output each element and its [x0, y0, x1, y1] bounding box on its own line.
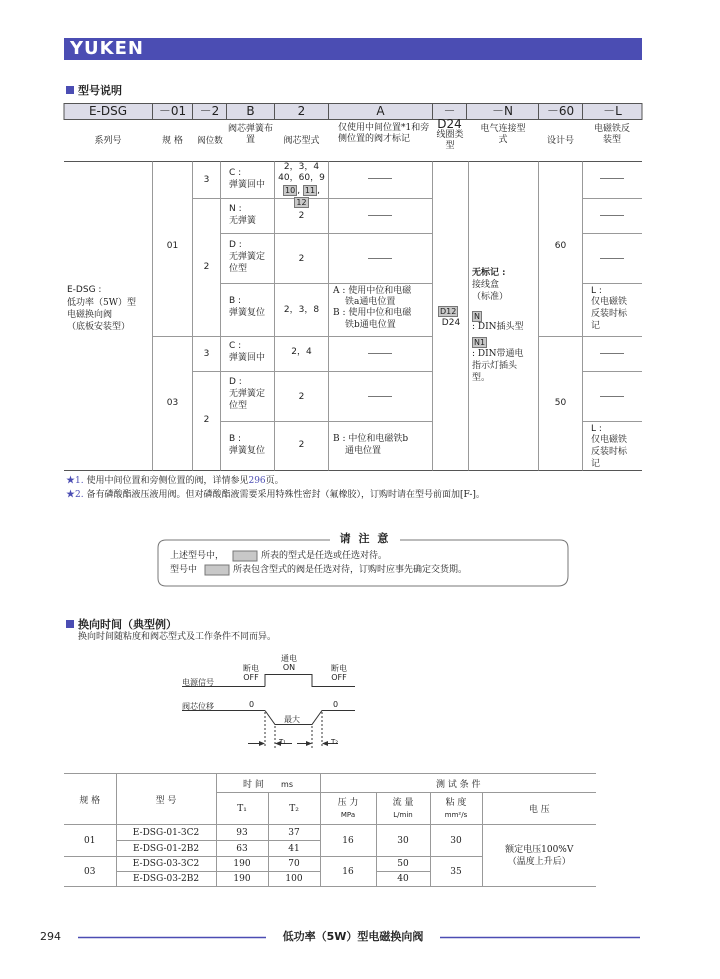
notice-line-1a: 上述型号中，: [170, 551, 225, 561]
spool-r5: 2，4: [291, 347, 312, 357]
spool-r4: 2，3，8: [283, 305, 320, 315]
footer-title: 低功率（5W）型电磁换向阀: [282, 930, 424, 943]
spring-b1-code: B :: [229, 296, 242, 306]
code-electrical: －N: [492, 104, 513, 118]
cell-model: E-DSG-03-2B2: [116, 872, 216, 887]
coil-d12-badge: D12: [440, 307, 457, 316]
design-60: 60: [554, 241, 567, 251]
notice-title: 请 注 意: [339, 532, 391, 545]
spool-r1-line1: 2，3，4: [283, 162, 320, 172]
note-2-star: ★2.: [66, 490, 84, 500]
cell-t2: 41: [268, 841, 320, 857]
spool-option-11: 11: [304, 186, 316, 195]
elec-none-1: 接线盒: [472, 280, 500, 290]
spring-c1-text: 弹簧回中: [229, 180, 266, 190]
spool-r2: 2: [298, 211, 305, 221]
cell-t2: 70: [268, 857, 320, 872]
elec-n1-badge: N1: [474, 338, 486, 347]
size-01: 01: [166, 241, 179, 251]
positions-3a: 3: [203, 175, 210, 185]
label-positions: 阀位数: [197, 136, 223, 146]
label-spring: 阀芯弹簧布置: [228, 124, 274, 145]
mark-a-line1: A : 使用中位和电磁: [333, 286, 412, 296]
th-time-unit: ms: [281, 779, 293, 789]
label-mark: 仅使用中间位置*1和旁侧位置的阀才标记: [338, 123, 430, 144]
series-code: E-DSG :: [67, 285, 102, 295]
brand-logo: YUKEN: [70, 38, 144, 59]
label-spool: 阀芯型式: [283, 136, 320, 146]
timing-power-label: 电源信号: [182, 678, 214, 687]
code-spool: 2: [297, 104, 306, 118]
series-desc-1: 低功率（5W）型: [67, 298, 136, 308]
mark-b-line2: 铁b通电位置: [345, 320, 396, 330]
cell-t1: 63: [216, 841, 268, 857]
spool-option-12: 12: [296, 198, 307, 207]
reverse-l1-text1: 仅电磁铁: [591, 297, 628, 307]
spool-option-10: 10: [285, 186, 296, 195]
notice-line-1b: 所表的型式是任选或任选对待。: [261, 551, 388, 561]
elec-none-2: （标准）: [472, 292, 509, 302]
spring-d2-text2: 位型: [229, 401, 248, 411]
cell-voltage-2: （温度上升后）: [507, 856, 571, 867]
spring-c2-text: 弹簧回中: [229, 353, 266, 363]
mark-b2-line2: 通电位置: [345, 446, 382, 456]
th-flow-label: 流 量: [392, 797, 414, 808]
cell-model: E-DSG-01-2B2: [116, 841, 216, 857]
cell-pressure-01: 16: [320, 825, 376, 857]
note-1-page-link[interactable]: 296: [248, 476, 266, 486]
elec-n-badge: N: [474, 312, 480, 321]
spring-d1-text2: 位型: [229, 264, 248, 274]
spring-c2-code: C :: [229, 341, 242, 351]
section2-subtitle: 换向时间随粘度和阀芯型式及工作条件不同而异。: [78, 632, 277, 642]
spool-r1-line3: 10 , 11 , 12: [285, 186, 320, 207]
spring-n-text: 无弹簧: [229, 216, 257, 226]
cell-voltage-1: 额定电压100%V: [505, 844, 574, 855]
note-1-end: 页。: [265, 476, 284, 486]
spring-b2-code: B :: [229, 434, 242, 444]
spring-d1-code: D :: [229, 240, 242, 250]
elec-n1-text1: : DIN带通电: [472, 349, 524, 359]
cell-model: E-DSG-03-3C2: [116, 857, 216, 872]
spring-b1-text: 弹簧复位: [229, 308, 266, 318]
cell-t2: 100: [268, 872, 320, 887]
cell-model: E-DSG-01-3C2: [116, 825, 216, 841]
code-mark: A: [376, 104, 385, 118]
spring-d2-text1: 无弹簧定: [229, 389, 266, 399]
timing-max: 最大: [284, 715, 300, 724]
label-reverse: 电磁铁反装型: [593, 124, 630, 145]
timing-off1-cn: 断电: [243, 664, 259, 673]
timing-off1-en: OFF: [243, 673, 259, 682]
cell-size-01: 01: [64, 825, 116, 857]
th-viscosity-unit: mm²/s: [444, 810, 468, 819]
mark-a-line2: 铁a通电位置: [345, 297, 396, 307]
section-title-text: 型号说明: [78, 84, 122, 97]
code-size: －01: [158, 104, 187, 118]
code-spring: B: [246, 104, 255, 118]
code-reverse: －L: [603, 104, 622, 118]
spring-d2-code: D :: [229, 377, 242, 387]
mark-b-line1: B : 使用中位和电磁: [333, 308, 412, 318]
timing-on-en: ON: [282, 663, 296, 672]
positions-2b: 2: [203, 415, 210, 425]
cell-flow-01: 30: [376, 825, 430, 857]
code-series: E-DSG: [88, 104, 128, 118]
spool-r6: 2: [298, 392, 305, 402]
label-series: 系列号: [94, 136, 122, 146]
cell-viscosity-01: 30: [430, 825, 482, 857]
elec-n-text: : DIN插头型: [472, 322, 524, 332]
spring-n-code: N :: [229, 204, 242, 214]
th-pressure-label: 压 力: [337, 797, 359, 808]
timing-spool-label: 阀芯位移: [182, 702, 214, 711]
cell-viscosity-03: 35: [430, 857, 482, 887]
reverse-l1-text2: 反装时标: [591, 309, 628, 319]
cell-pressure-03: 16: [320, 857, 376, 887]
timing-zero-2: 0: [333, 700, 339, 709]
timing-off2-en: OFF: [331, 673, 347, 682]
timing-zero-1: 0: [249, 700, 255, 709]
series-desc-2: 电磁换向阀: [67, 310, 113, 320]
page-number: 294: [40, 930, 61, 943]
elec-none-label: 无标记 :: [472, 268, 506, 278]
reverse-l2-code: L :: [591, 424, 602, 434]
elec-n1-text3: 型。: [472, 373, 491, 383]
th-voltage: 电 压: [482, 793, 596, 825]
cell-t2: 37: [268, 825, 320, 841]
th-time-label: 时 间: [242, 779, 264, 790]
positions-3b: 3: [203, 349, 210, 359]
label-size: 规 格: [162, 136, 183, 146]
th-t1: T₁: [216, 793, 268, 825]
spring-b2-text: 弹簧复位: [229, 446, 266, 456]
label-electrical: 电气连接型式: [480, 124, 526, 145]
coil-d24: D24: [441, 318, 461, 328]
mark-b2-line1: B : 中位和电磁铁b: [333, 434, 409, 444]
note-1-text: 使用中间位置和旁侧位置的阀，详情参见: [86, 476, 249, 486]
reverse-l1-text3: 记: [591, 321, 601, 331]
design-50: 50: [554, 398, 567, 408]
note-2-text: 备有磷酸酯液压液用阀。但对磷酸酯液需要采用特殊性密封（氟橡胶），订购时请在型号前面加[F-]。: [86, 490, 485, 500]
timing-off2-cn: 断电: [331, 664, 347, 673]
th-conditions: 测 试 条 件: [320, 774, 596, 793]
size-03: 03: [166, 398, 179, 408]
cell-t1: 93: [216, 825, 268, 841]
code-design: －60: [546, 104, 575, 118]
th-viscosity-label: 粘 度: [445, 797, 467, 808]
section2-title-text: 换向时间（典型例）: [78, 618, 177, 631]
reverse-l2-text2: 反装时标: [591, 447, 628, 457]
th-pressure-unit: MPa: [340, 810, 356, 819]
th-flow-unit: L/min: [393, 810, 413, 819]
reverse-l2-text3: 记: [591, 459, 601, 469]
reverse-l2-text1: 仅电磁铁: [591, 435, 628, 445]
cell-t1: 190: [216, 872, 268, 887]
spool-r3: 2: [298, 254, 305, 264]
cell-size-03: 03: [64, 857, 116, 887]
th-size: 规 格: [64, 774, 116, 825]
timing-t1: T₁: [279, 738, 287, 746]
notice-line-2a: 型号中: [170, 565, 198, 575]
cell-flow: 40: [376, 872, 430, 887]
th-t2: T₂: [268, 793, 320, 825]
label-design: 设计号: [546, 136, 574, 146]
timing-on-cn: 通电: [281, 654, 297, 663]
spring-d1-text1: 无弹簧定: [229, 252, 266, 262]
timing-t2: T₂: [331, 738, 339, 746]
note-1-star: ★1.: [66, 476, 84, 486]
spool-r1-line2: 40，60，9: [278, 173, 325, 183]
elec-n1-text2: 指示灯插头: [472, 361, 518, 371]
th-model: 型 号: [116, 774, 216, 825]
code-coil: －D24: [437, 104, 462, 131]
label-coil: 线圈类型: [436, 130, 464, 151]
cell-t1: 190: [216, 857, 268, 872]
code-positions: －2: [199, 104, 220, 118]
positions-2a: 2: [203, 262, 210, 272]
series-desc-3: （底板安装型）: [67, 322, 131, 332]
spool-r7: 2: [298, 440, 305, 450]
notice-line-2b: 所表包含型式的阀是任选对待，订购时应事先确定交货期。: [233, 565, 468, 575]
spring-c1-code: C :: [229, 168, 242, 178]
cell-flow: 50: [376, 857, 430, 872]
reverse-l1-code: L :: [591, 286, 602, 296]
